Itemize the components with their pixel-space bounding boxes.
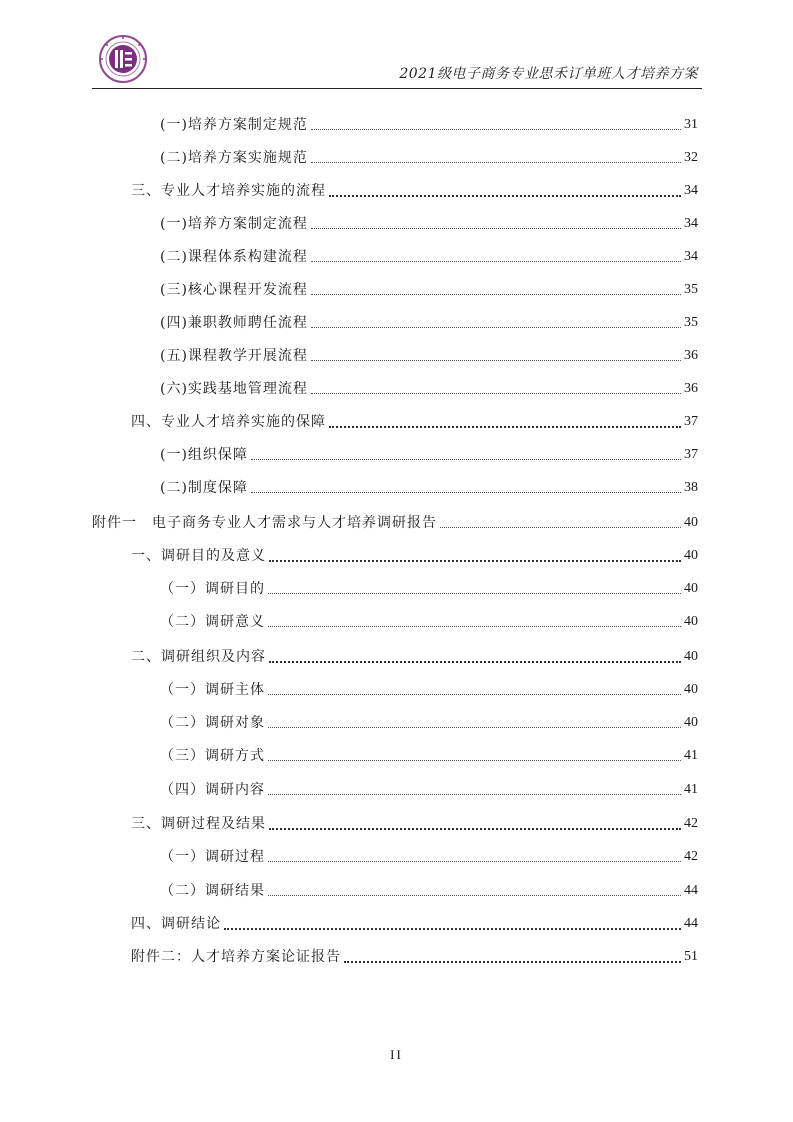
toc-leader [269, 661, 681, 663]
toc-leader [268, 794, 681, 795]
toc-leader [311, 294, 681, 295]
toc-leader [268, 727, 681, 728]
toc-entry-label: （一）调研过程 [160, 849, 265, 865]
toc-entry[interactable] [160, 311, 698, 333]
toc-entry-label: （二）调研对象 [160, 715, 265, 731]
toc-leader [269, 560, 681, 562]
toc-entry[interactable] [160, 610, 698, 632]
toc-entry-page: 34 [684, 183, 698, 198]
toc-entry-page: 42 [684, 816, 698, 831]
toc-entry[interactable] [160, 778, 698, 800]
toc-entry-page: 37 [684, 414, 698, 429]
toc-leader [268, 626, 681, 627]
toc-entry-page: 38 [684, 480, 698, 495]
toc-entry-page: 51 [684, 949, 698, 964]
toc-entry-page: 40 [684, 715, 698, 730]
toc-entry[interactable] [160, 212, 698, 234]
toc-entry[interactable] [160, 146, 698, 168]
toc-leader [224, 928, 681, 930]
toc-entry[interactable] [160, 443, 698, 465]
toc-entry-label: (三)核心课程开发流程 [160, 282, 308, 298]
toc-entry-label: （一）调研目的 [160, 581, 265, 597]
toc-entry[interactable] [160, 744, 698, 766]
toc-entry-label: (一)培养方案制定流程 [160, 216, 308, 232]
toc-entry-page: 40 [684, 649, 698, 664]
document-title: 2021级电子商务专业思禾订单班人才培养方案 [399, 66, 698, 82]
toc-entry[interactable] [131, 410, 698, 432]
toc-entry-label: （四）调研内容 [160, 782, 265, 798]
toc-leader [311, 393, 681, 394]
toc-entry[interactable] [160, 879, 698, 901]
toc-entry[interactable] [131, 945, 698, 967]
toc-entry-label: 附件二：人才培养方案论证报告 [131, 949, 341, 965]
toc-leader [269, 828, 681, 830]
toc-leader [311, 228, 681, 229]
toc-entry-page: 34 [684, 249, 698, 264]
toc-entry-label: 三、调研过程及结果 [131, 816, 266, 832]
toc-entry-label: (五)课程教学开展流程 [160, 348, 308, 364]
toc-leader [251, 459, 681, 460]
toc-entry[interactable] [131, 179, 698, 201]
toc-entry-page: 31 [684, 117, 698, 132]
toc-entry-label: 二、调研组织及内容 [131, 649, 266, 665]
toc-entry[interactable] [160, 577, 698, 599]
toc-leader [311, 360, 681, 361]
toc-entry[interactable] [92, 511, 698, 533]
toc-leader [344, 961, 681, 963]
toc-entry[interactable] [160, 377, 698, 399]
toc-entry-label: （一）调研主体 [160, 682, 265, 698]
toc-entry-page: 41 [684, 748, 698, 763]
toc-entry[interactable] [160, 845, 698, 867]
toc-entry-label: （二）调研结果 [160, 883, 265, 899]
toc-leader [268, 760, 681, 761]
toc-leader [268, 593, 681, 594]
toc-entry-page: 37 [684, 447, 698, 462]
toc-entry-label: 附件一 电子商务专业人才需求与人才培养调研报告 [92, 515, 437, 531]
toc-leader [268, 861, 681, 862]
toc-entry[interactable] [160, 711, 698, 733]
toc-entry-page: 36 [684, 381, 698, 396]
toc-entry-page: 35 [684, 282, 698, 297]
toc-entry-label: (二)制度保障 [160, 480, 248, 496]
toc-entry-page: 40 [684, 682, 698, 697]
toc-entry-label: 四、专业人才培养实施的保障 [131, 414, 326, 430]
toc-entry-label: (二)课程体系构建流程 [160, 249, 308, 265]
toc-entry[interactable] [131, 812, 698, 834]
toc-leader [329, 195, 681, 197]
toc-entry-page: 44 [684, 916, 698, 931]
toc-entry-page: 40 [684, 548, 698, 563]
toc-entry[interactable] [160, 245, 698, 267]
toc-entry-page: 32 [684, 150, 698, 165]
toc-entry-label: （三）调研方式 [160, 748, 265, 764]
toc-entry-label: (二)培养方案实施规范 [160, 150, 308, 166]
toc-entry[interactable] [160, 678, 698, 700]
toc-entry[interactable] [160, 113, 698, 135]
toc-leader [268, 895, 681, 896]
toc-entry-page: 36 [684, 348, 698, 363]
toc-entry-label: 一、调研目的及意义 [131, 548, 266, 564]
toc-entry-page: 40 [684, 515, 698, 530]
toc-leader [329, 426, 681, 428]
toc-entry-page: 40 [684, 581, 698, 596]
toc-entry-label: （二）调研意义 [160, 614, 265, 630]
toc-entry-page: 40 [684, 614, 698, 629]
toc-entry[interactable] [160, 278, 698, 300]
toc-leader [311, 129, 681, 130]
toc-entry[interactable] [160, 476, 698, 498]
toc-leader [251, 492, 681, 493]
toc-entry-label: (六)实践基地管理流程 [160, 381, 308, 397]
toc-entry-label: 四、调研结论 [131, 916, 221, 932]
toc-entry-page: 44 [684, 883, 698, 898]
toc-entry-page: 34 [684, 216, 698, 231]
toc-entry[interactable] [131, 912, 698, 934]
page-number: II [390, 1047, 403, 1062]
toc-leader [440, 527, 681, 528]
toc-entry[interactable] [160, 344, 698, 366]
toc-entry-page: 42 [684, 849, 698, 864]
toc-entry-label: (四)兼职教师聘任流程 [160, 315, 308, 331]
toc-leader [311, 261, 681, 262]
toc-entry-page: 41 [684, 782, 698, 797]
toc-entry-label: (一)培养方案制定规范 [160, 117, 308, 133]
toc-entry-label: 三、专业人才培养实施的流程 [131, 183, 326, 199]
toc-entry-page: 35 [684, 315, 698, 330]
toc-leader [311, 162, 681, 163]
toc-entry[interactable] [131, 544, 698, 566]
toc-entry-label: (一)组织保障 [160, 447, 248, 463]
toc-leader [268, 694, 681, 695]
toc-leader [311, 327, 681, 328]
toc-entry[interactable] [131, 645, 698, 667]
